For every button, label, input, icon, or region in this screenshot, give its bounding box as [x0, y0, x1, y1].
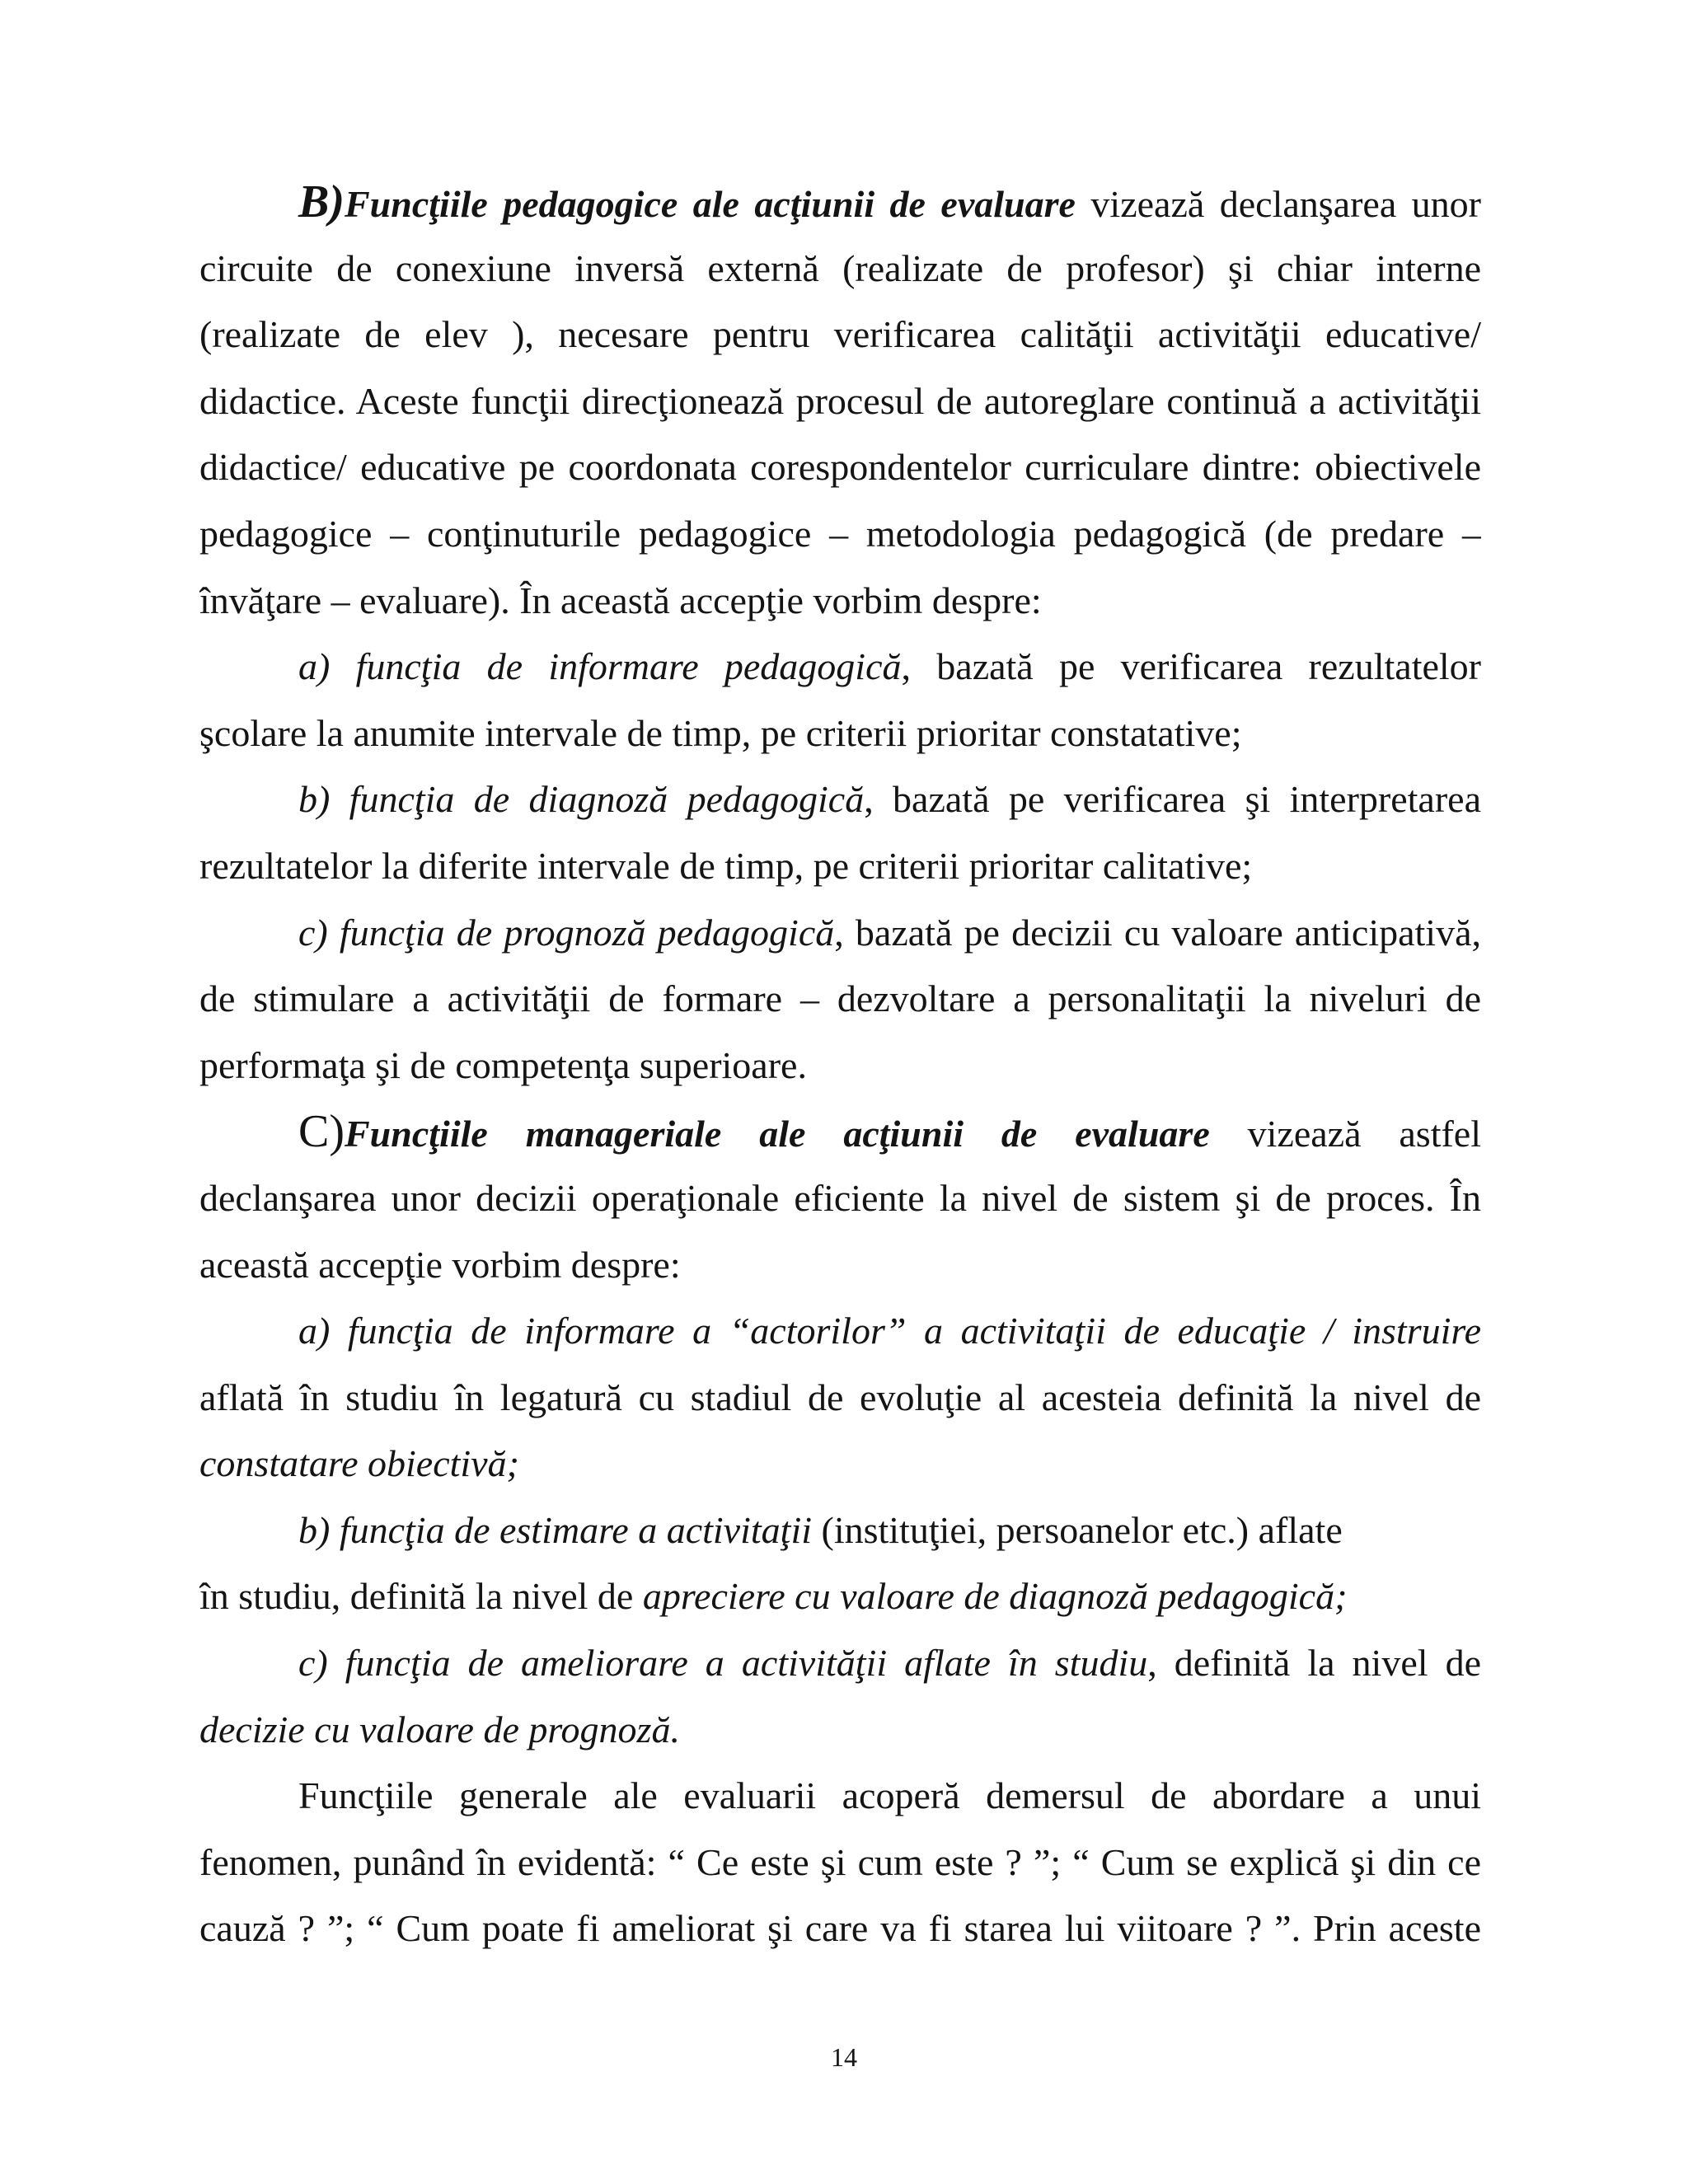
text-line — [199, 568, 1481, 635]
text-span: c) funcţia de ameliorare a activităţii aflate în studiu — [298, 1642, 1148, 1685]
text-line — [199, 501, 1481, 568]
text-span: rezultatelor la diferite intervale de timp, pe criterii prioritar calitative; — [199, 844, 1253, 887]
text-span: (realizate de elev ), necesare pentru verificarea calităţii activităţii educative/ — [199, 313, 1481, 356]
text-span: circuite de conexiune inversă externă (realizate de profesor) şi chiar interne — [199, 246, 1481, 289]
text-span: vizează astfel — [1209, 1113, 1481, 1155]
text-span: Funcţiile pedagogice ale acţiunii de evaluare — [345, 183, 1076, 225]
text-line — [199, 1763, 1481, 1830]
text-span: C) — [298, 1106, 345, 1158]
text-span: cauză ? ”; “ Cum poate fi ameliorat şi care va fi starea lui viitoare ? ”. Prin aceste — [199, 1907, 1481, 1950]
text-span: constatare obiectivă; — [199, 1442, 519, 1485]
text-line — [199, 1033, 1481, 1099]
text-span: şcolare la anumite intervale de timp, pe criterii prioritar constatative; — [199, 711, 1242, 754]
text-line — [199, 1431, 1481, 1497]
text-span: B) — [298, 176, 345, 227]
text-line — [199, 368, 1481, 435]
text-line — [199, 1232, 1481, 1299]
text-line — [199, 966, 1481, 1033]
text-span: fenomen, punând în evidentă: “ Ce este şi cum este ? ”; “ Cum se explică şi din ce — [199, 1840, 1481, 1883]
text-span: c) funcţia de prognoză pedagogică — [298, 911, 835, 954]
text-span: pedagogice – conţinuturile pedagogice – metodologia pedagogică (de predare – — [199, 512, 1481, 555]
text-span: Funcţiile manageriale ale acţiunii de evaluare — [345, 1113, 1210, 1155]
text-span: de stimulare a activităţii de formare – dezvoltare a personalitaţii la niveluri de — [199, 977, 1481, 1020]
text-span: această accepţie vorbim despre: — [199, 1243, 681, 1286]
text-span: învăţare – evaluare). În această accepţie vorbim despre: — [199, 579, 1042, 621]
text-line — [199, 833, 1481, 900]
body-text — [199, 169, 1481, 1962]
text-line — [199, 701, 1481, 767]
text-line — [199, 634, 1481, 701]
text-line — [199, 434, 1481, 501]
text-span: , bazată pe verificarea şi interpretarea — [864, 778, 1481, 821]
text-line — [199, 766, 1481, 833]
text-line — [199, 1830, 1481, 1896]
text-span: a) funcţia de informare a “actorilor” a activitaţii de educaţie / instruire — [298, 1310, 1481, 1352]
text-span: declanşarea unor decizii operaţionale eficiente la nivel de sistem şi de proces. În — [199, 1176, 1481, 1219]
text-span: vizează declanşarea unor — [1075, 183, 1481, 225]
text-span: a) funcţia de informare pedagogică — [298, 645, 902, 688]
text-span: aflată în studiu în legatură cu stadiul de evoluţie al acesteia definită la nivel de — [199, 1376, 1481, 1418]
text-span: decizie cu valoare de prognoză. — [199, 1708, 680, 1750]
text-line — [199, 1165, 1481, 1232]
text-line — [199, 900, 1481, 967]
text-line — [199, 1365, 1481, 1432]
text-line — [199, 169, 1481, 236]
text-line — [199, 1697, 1481, 1764]
text-span: Funcţiile generale ale evaluarii acoperă demersul de abordare a unui — [298, 1774, 1481, 1817]
text-span: didactice/ educative pe coordonata corespondentelor curriculare dintre: obiectivele — [199, 446, 1481, 489]
text-line — [199, 236, 1481, 302]
text-span: , bazată pe verificarea rezultatelor — [901, 645, 1481, 688]
text-line — [199, 1099, 1481, 1165]
text-line — [199, 1497, 1481, 1564]
text-span: b) funcţia de diagnoză pedagogică — [298, 778, 865, 821]
text-span: (instituţiei, persoanelor etc.) aflate — [812, 1508, 1343, 1551]
text-line — [199, 1563, 1481, 1630]
text-span: didactice. Aceste funcţii direcţionează procesul de autoreglare continuă a activităţii — [199, 379, 1481, 422]
text-line — [199, 1298, 1481, 1365]
text-line — [199, 1630, 1481, 1697]
text-span: , definită la nivel de — [1147, 1642, 1481, 1685]
text-span: , bazată pe decizii cu valoare anticipativă, — [834, 911, 1481, 954]
text-span: în studiu, definită la nivel de — [199, 1575, 643, 1618]
page-number: 14 — [831, 2042, 857, 2072]
text-span: apreciere cu valoare de diagnoză pedagogică; — [642, 1575, 1348, 1618]
text-span: b) funcţia de estimare a activitaţii — [298, 1508, 812, 1551]
text-line — [199, 1896, 1481, 1962]
text-span: performaţa şi de competenţa superioare. — [199, 1043, 807, 1086]
text-line — [199, 302, 1481, 368]
